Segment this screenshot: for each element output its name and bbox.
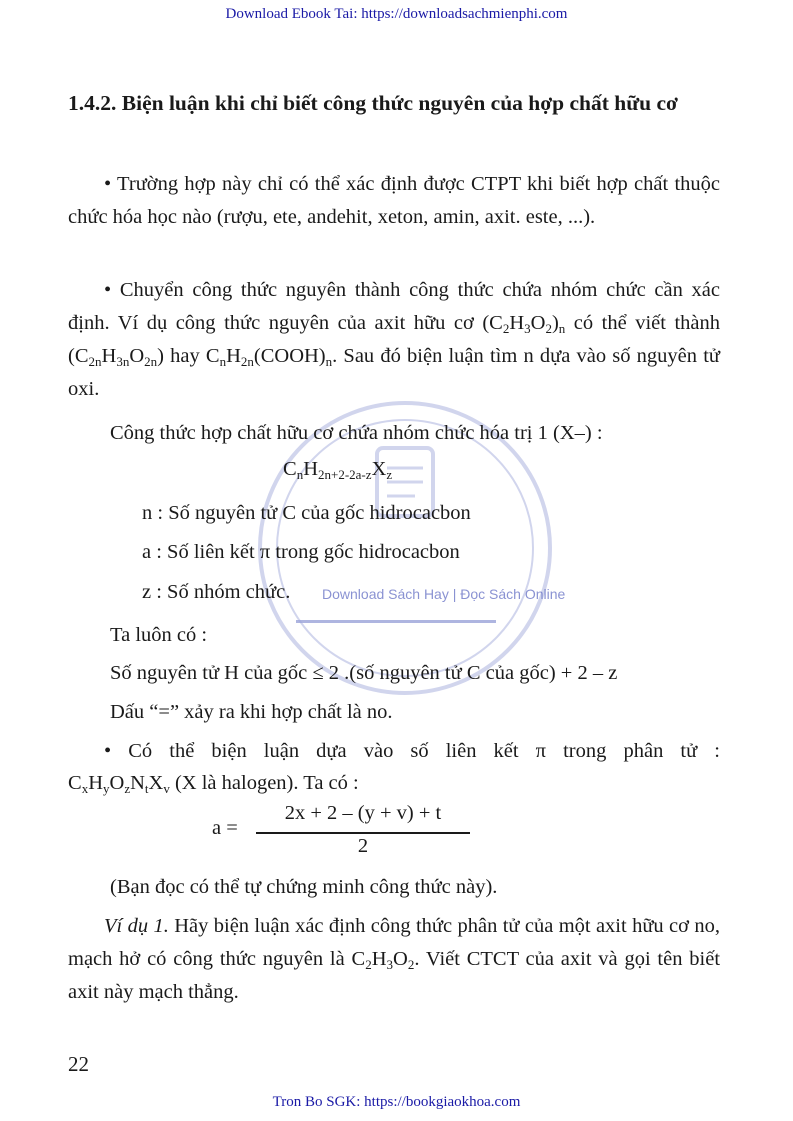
equality-line: Dấu “=” xảy ra khi hợp chất là no. [110,701,393,723]
definition-n: n : Số nguyên tử C của gốc hidrocacbon [142,502,471,524]
general-formula: $C_nH_{2n+2-2a-z}X_z$ [283,458,393,482]
fraction-lhs: a = [212,817,238,839]
paragraph-2: • Chuyển công thức nguyên thành công thức chứa nhóm chức cần xác định. Ví dụ công thức nguyên của axit hữu cơ $(C_2H_3O_2)_n$ có thể viết thành $(C_{2n}H_{3n}O_{2n})$ hay $C_nH_{2n}(COOH)_n$. Sau đó biện luận tìm n dựa vào số nguyên tử oxi. [68,279,720,400]
fraction-denominator: 2 [357,835,369,857]
footer-sgk-link[interactable]: Tron Bo SGK: https://bookgiaokhoa.com [272,1094,521,1110]
proof-note: (Bạn đọc có thể tự chứng minh công thức này). [110,876,498,898]
pi-bond-line: • Có thể biện luận dựa vào số liên kết π trong phân tử : [104,740,720,762]
monovalent-line: Công thức hợp chất hữu cơ chứa nhóm chức hóa trị 1 (X–) : [110,422,603,444]
pi-bond-fraction [212,802,472,862]
example-1: Ví dụ 1. Hãy biện luận xác định công thức phân tử của một axit hữu cơ no, mạch hở có công thức nguyên là $C_2H_3O_2$. Viết CTCT của axit và gọi tên biết axit này mạch thẳng. [68,915,721,1003]
example-label: Ví dụ 1. [104,915,169,937]
always-line: Ta luôn có : [110,624,208,646]
watermark-bar [296,620,496,623]
definition-a: a : Số liên kết π trong gốc hidrocacbon [142,541,460,563]
paragraph-1: • Trường hợp này chỉ có thể xác định được CTPT khi biết hợp chất thuộc chức hóa học nào (rượu, ete, andehit, xeton, amin, axit. este, ...). [68,173,720,228]
section-heading: 1.4.2. Biện luận khi chỉ biết công thức nguyên của hợp chất hữu cơ [68,91,678,115]
page-number: 22 [68,1052,89,1076]
fraction-numerator: 2x + 2 – (y + v) + t [284,802,442,824]
header-download-link[interactable]: Download Ebook Tai: https://downloadsachmienphi.com [225,6,568,22]
inequality-line: Số nguyên tử H của gốc ≤ 2 .(số nguyên tử C của gốc) + 2 – z [110,662,618,684]
pi-formula-line: $C_xH_yO_zN_tX_v$ (X là halogen). Ta có : [68,772,359,796]
fraction-bar [256,832,470,834]
watermark-text: Download Sách Hay | Đọc Sách Online [322,586,566,602]
definition-z: z : Số nhóm chức. [142,581,291,603]
